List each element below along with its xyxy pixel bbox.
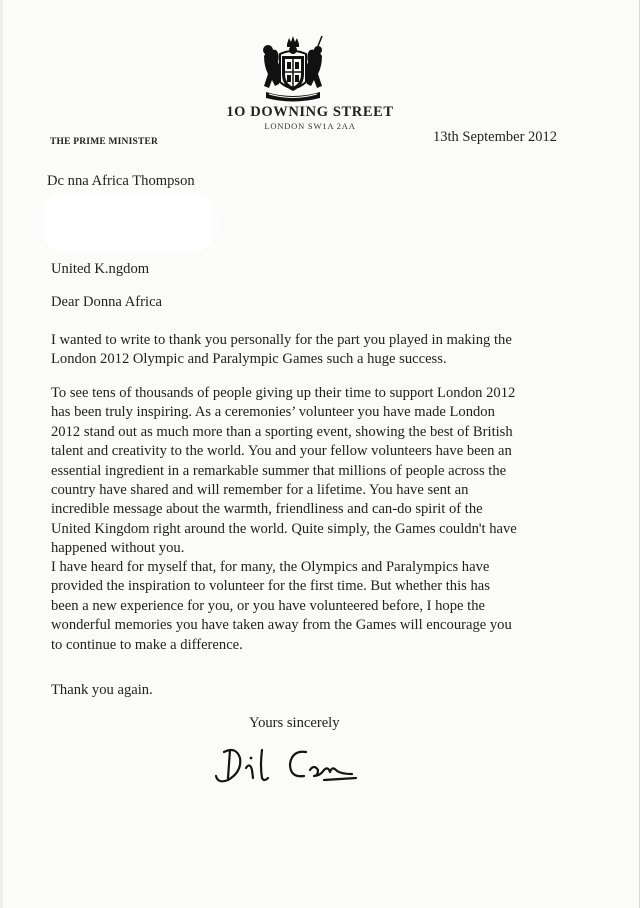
closing-line: Yours sincerely bbox=[249, 715, 340, 731]
paragraph-3 bbox=[51, 558, 601, 655]
recipient-name: Dc nna Africa Thompson bbox=[47, 173, 195, 189]
salutation: Dear Donna Africa bbox=[51, 294, 163, 310]
paragraph-2 bbox=[51, 384, 601, 559]
paragraph-line: been a new experience for you, or you have volunteered before, I hope the bbox=[51, 597, 485, 614]
recipient-country: United K.ngdom bbox=[51, 261, 150, 277]
thanks-line: Thank you again. bbox=[51, 682, 153, 698]
paragraph-line: London 2012 Olympic and Paralympic Games such a huge success. bbox=[51, 351, 447, 368]
paragraph-line: To see tens of thousands of people giving up their time to support London 2012 bbox=[51, 385, 516, 401]
paragraph-line: country have shared and will remember for a lifetime. You have sent an bbox=[51, 482, 469, 499]
paragraph-line: essential ingredient in a remarkable summer that millions of people across the bbox=[51, 462, 507, 479]
page-edge bbox=[0, 0, 3, 908]
redacted-address-block bbox=[44, 193, 214, 251]
paragraph-line: I wanted to write to thank you personally for the part you played in making the bbox=[51, 332, 512, 348]
letter-date: 13th September 2012 bbox=[433, 129, 558, 145]
paragraph-line: happened without you. bbox=[51, 540, 185, 557]
paragraph-line: I have heard for myself that, for many, the Olympics and Paralympics have bbox=[51, 559, 490, 575]
royal-coat-of-arms-icon bbox=[254, 34, 332, 106]
sender-title: THE PRIME MINISTER bbox=[50, 137, 159, 147]
paragraph-line: United Kingdom right around the world. Quite simply, the Games couldn't have bbox=[51, 520, 517, 537]
paragraph-line: provided the inspiration to volunteer for the first time. But whether this has bbox=[51, 578, 490, 595]
paragraph-line: incredible message about the warmth, friendliness and can-do spirit of the bbox=[51, 501, 483, 518]
handwritten-signature bbox=[206, 738, 366, 790]
paragraph-line: talent and creativity to the world. You and your fellow volunteers have been an bbox=[51, 443, 512, 460]
letterhead-postcode: LONDON SW1A 2AA bbox=[264, 121, 356, 131]
letterhead-address: 1O DOWNING STREET bbox=[226, 104, 394, 120]
paragraph-line: to continue to make a difference. bbox=[51, 636, 243, 653]
paragraph-1 bbox=[51, 331, 601, 370]
paragraph-line: 2012 stand out as much more than a sporting event, showing the best of British bbox=[51, 423, 513, 440]
paragraph-line: wonderful memories you have taken away from the Games will encourage you bbox=[51, 617, 512, 634]
paragraph-line: has been truly inspiring. As a ceremonies’ volunteer you have made London bbox=[51, 404, 495, 421]
